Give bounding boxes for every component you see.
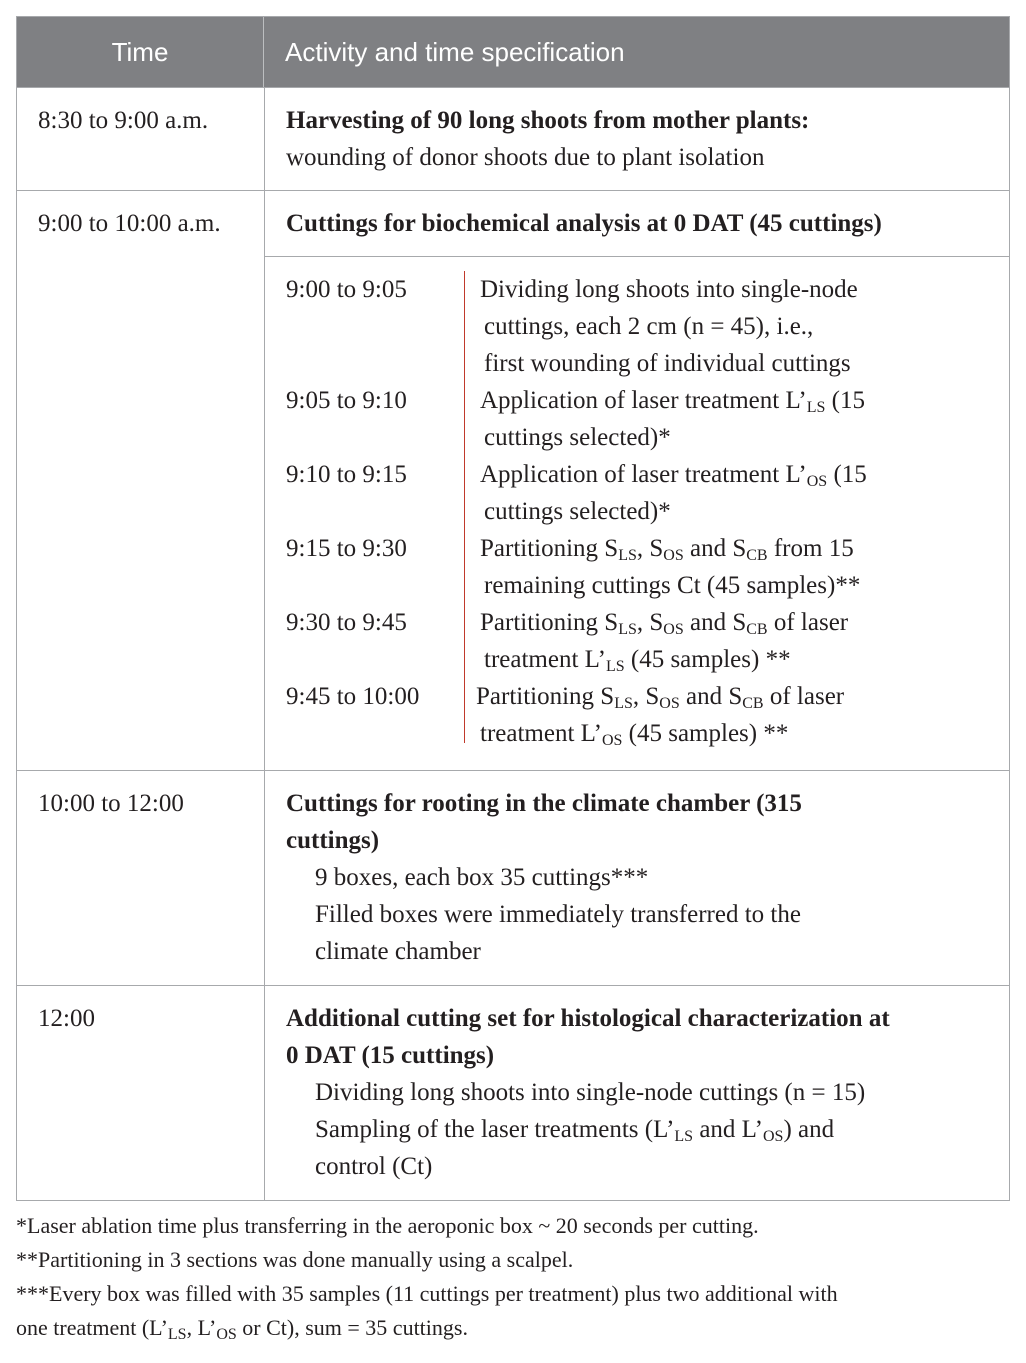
header-activity: Activity and time specification <box>285 36 625 67</box>
sub-activity <box>466 382 1009 456</box>
sub-row <box>286 271 1009 382</box>
sub-line: remaining cuttings Ct (45 samples)** <box>484 572 861 599</box>
sub-schedule <box>265 257 1009 752</box>
sub-time: 9:05 to 9:10 <box>286 387 407 414</box>
row-activity <box>265 191 1009 770</box>
row-activity <box>265 88 1009 190</box>
sub-activity <box>466 604 1009 678</box>
row-activity <box>265 986 1009 1200</box>
row-activity <box>265 771 1009 985</box>
row-time: 12:00 <box>17 986 265 1200</box>
table-row <box>17 87 1009 190</box>
sub-time: 9:45 to 10:00 <box>286 683 420 710</box>
row-line: Dividing long shoots into single-node cuttings (n = 15) <box>315 1079 866 1106</box>
sub-line: Dividing long shoots into single-node <box>480 276 858 303</box>
table-row <box>17 190 1009 770</box>
footnote: one treatment ($L’_{LS}$, $L’_{OS}$ or Ct), sum = 35 cuttings. <box>16 1315 468 1343</box>
sub-row <box>286 678 1009 752</box>
row-line: Sampling of the laser treatments ($L’_{LS}$ and $L’_{OS}$) and <box>315 1116 835 1145</box>
table-header <box>17 17 1009 87</box>
row-title: 0 DAT (15 cuttings) <box>286 1042 495 1069</box>
row-title: Cuttings for rooting in the climate chamber (315 <box>286 790 802 817</box>
footnote: **Partitioning in 3 sections was done manually using a scalpel. <box>16 1247 574 1272</box>
row-line: Filled boxes were immediately transferred to the <box>315 901 801 928</box>
sub-line: treatment $L’_{OS}$ (45 samples) ** <box>480 720 789 749</box>
sub-time: 9:30 to 9:45 <box>286 609 407 636</box>
sub-line: cuttings, each 2 cm (n = 45), i.e., <box>484 313 814 340</box>
footnote: ***Every box was filled with 35 samples (11 cuttings per treatment) plus two additional with <box>16 1281 838 1306</box>
sub-activity <box>466 271 1009 382</box>
row-line: wounding of donor shoots due to plant isolation <box>286 144 765 171</box>
sub-line: Application of laser treatment $L’_{LS}$ (15 <box>480 387 865 416</box>
divider-line <box>464 271 465 743</box>
sub-activity <box>466 456 1009 530</box>
sub-line: first wounding of individual cuttings <box>484 350 851 377</box>
row-title: Harvesting of 90 long shoots from mother plants: <box>286 107 810 134</box>
footnote: *Laser ablation time plus transferring in the aeroponic box ~ 20 seconds per cutting. <box>16 1213 759 1238</box>
table-footnotes <box>16 1209 1016 1345</box>
row-time: 10:00 to 12:00 <box>17 771 265 985</box>
row-line: climate chamber <box>315 938 481 965</box>
sub-activity <box>462 678 1009 752</box>
header-time: Time <box>17 17 264 87</box>
sub-line: Partitioning $S_{LS}$, $S_{OS}$ and $S_{CB}$ of laser <box>480 609 849 638</box>
sub-line: cuttings selected)* <box>484 424 671 451</box>
schedule-table <box>16 16 1010 1201</box>
sub-line: Application of laser treatment $L’_{OS}$ (15 <box>480 461 867 490</box>
sub-time: 9:10 to 9:15 <box>286 461 407 488</box>
sub-row <box>286 604 1009 678</box>
row-title: Additional cutting set for histological characterization at <box>286 1005 890 1032</box>
sub-time: 9:15 to 9:30 <box>286 535 407 562</box>
sub-line: Partitioning $S_{LS}$, $S_{OS}$ and $S_{CB}$ from 15 <box>480 535 854 564</box>
row-title: cuttings) <box>286 827 380 854</box>
sub-activity <box>466 530 1009 604</box>
table-row <box>17 770 1009 985</box>
row-line: 9 boxes, each box 35 cuttings*** <box>315 864 649 891</box>
table-row <box>17 985 1009 1200</box>
sub-row <box>286 530 1009 604</box>
sub-row <box>286 382 1009 456</box>
row-line: control (Ct) <box>315 1153 433 1180</box>
sub-line: cuttings selected)* <box>484 498 671 525</box>
row-time: 9:00 to 10:00 a.m. <box>17 191 265 770</box>
row-time: 8:30 to 9:00 a.m. <box>17 88 265 190</box>
row-title: Cuttings for biochemical analysis at 0 DAT (45 cuttings) <box>265 191 1009 257</box>
sub-line: treatment $L’_{LS}$ (45 samples) ** <box>484 646 791 675</box>
sub-line: Partitioning $S_{LS}$, $S_{OS}$ and $S_{CB}$ of laser <box>476 683 845 712</box>
sub-time: 9:00 to 9:05 <box>286 276 407 303</box>
sub-row <box>286 456 1009 530</box>
